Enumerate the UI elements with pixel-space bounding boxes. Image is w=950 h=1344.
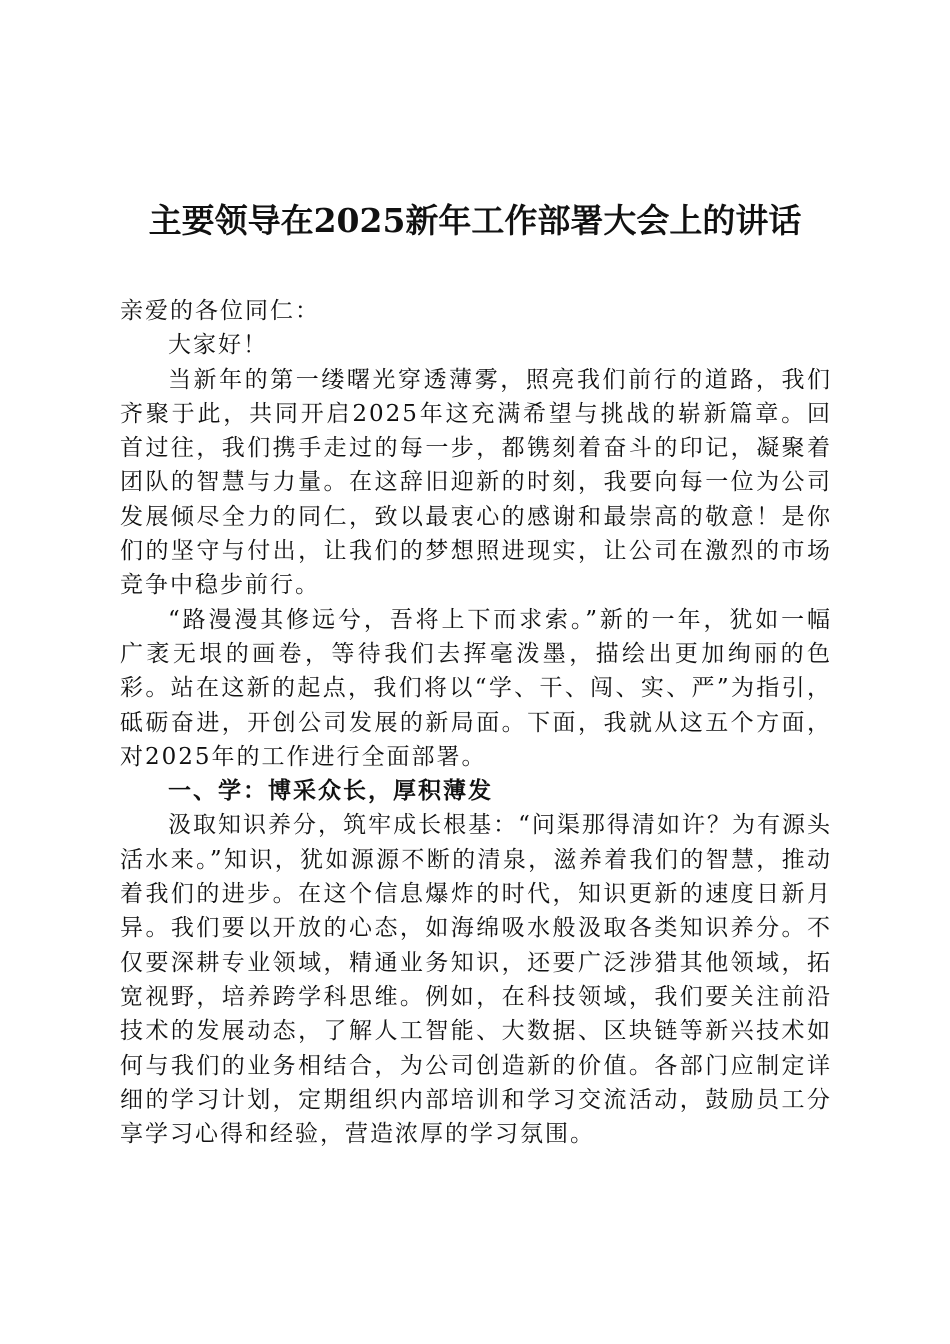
document-body <box>120 294 832 1151</box>
paragraph-overview: “路漫漫其修远兮，吾将上下而求索。”新的一年，犹如一幅广袤无垠的画卷，等待我们去挥毫泼墨，描绘出更加绚丽的色彩。站在这新的起点，我们将以“学、干、闯、实、严”为指引，砥砺奋进，开创公司发展的新局面。下面，我就从这五个方面，对2025年的工作进行全面部署。 <box>120 606 832 770</box>
greeting: 大家好！ <box>168 332 268 359</box>
section-heading-learn: 一、学：博采众长，厚积薄发 <box>168 778 493 805</box>
paragraph-opening: 当新年的第一缕曙光穿透薄雾，照亮我们前行的道路，我们齐聚于此，共同开启2025年这充满希望与挑战的崭新篇章。回首过往，我们携手走过的每一步，都镌刻着奋斗的印记，凝聚着团队的智慧与力量。在这辞旧迎新的时刻，我要向每一位为公司发展倾尽全力的同仁，致以最衷心的感谢和最崇高的敬意！是你们的坚守与付出，让我们的梦想照进现实，让公司在激烈的市场竞争中稳步前行。 <box>120 366 832 599</box>
paragraph-learn: 汲取知识养分，筑牢成长根基：“问渠那得清如许？为有源头活水来。”知识，犹如源源不断的清泉，滋养着我们的智慧，推动着我们的进步。在这个信息爆炸的时代，知识更新的速度日新月异。我们要以开放的心态，如海绵吸水般汲取各类知识养分。不仅要深耕专业领域，精通业务知识，还要广泛涉猎其他领域，拓宽视野，培养跨学科思维。例如，在科技领域，我们要关注前沿技术的发展动态，了解人工智能、大数据、区块链等新兴技术如何与我们的业务相结合，为公司创造新的价值。各部门应制定详细的学习计划，定期组织内部培训和学习交流活动，鼓励员工分享学习心得和经验，营造浓厚的学习氛围。 <box>120 812 832 1148</box>
salutation: 亲爱的各位同仁： <box>120 298 320 324</box>
document-title: 主要领导在2025新年工作部署大会上的讲话 <box>148 201 802 240</box>
